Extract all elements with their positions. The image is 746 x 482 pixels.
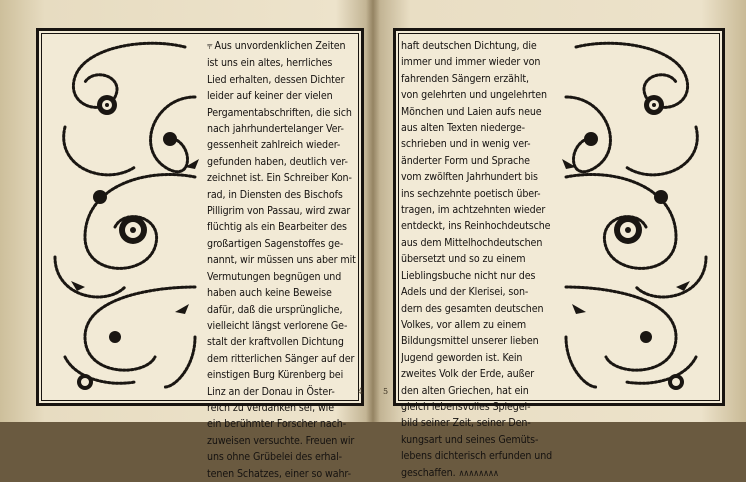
text-line: vielleicht längst verlorene Ge- bbox=[207, 319, 348, 332]
text-line: nannt, wir müssen uns aber mit bbox=[207, 254, 356, 267]
text-line: aus dem Mittelhochdeutschen bbox=[401, 236, 543, 249]
text-line: ins sechzehnte poetisch über- bbox=[401, 187, 541, 200]
text-line: lebens dichterisch erfunden und bbox=[401, 450, 553, 463]
text-line: bild seiner Zeit, seiner Den- bbox=[401, 417, 531, 430]
text-line: tragen, im achtzehnten wieder bbox=[401, 204, 546, 217]
text-line: zuweisen versuchte. Freuen wir bbox=[207, 434, 355, 447]
left-ornament-illustration bbox=[45, 37, 205, 397]
text-line: von gelehrten und ungelehrten bbox=[401, 89, 547, 102]
text-line: aus alten Texten niederge- bbox=[401, 122, 525, 135]
text-line: reich zu verdanken sei, wie bbox=[207, 401, 334, 414]
text-line: kungsart und seines Gemüts- bbox=[401, 433, 539, 446]
text-line: leider auf keiner der vielen bbox=[207, 90, 333, 103]
text-line: ein berühmter Forscher nach- bbox=[207, 418, 347, 431]
text-line: Lied erhalten, dessen Dichter bbox=[207, 73, 345, 86]
text-line: rad, in Diensten des Bischofs bbox=[207, 188, 343, 201]
text-line: vom zwölften Jahrhundert bis bbox=[401, 171, 538, 184]
text-line: Pergamentabschriften, die sich bbox=[207, 106, 352, 119]
text-line: zweites Volk der Erde, außer bbox=[401, 368, 535, 381]
left-page-text bbox=[207, 38, 357, 482]
text-line: haben auch keine Beweise bbox=[207, 287, 332, 300]
page-number-right: 5 bbox=[383, 387, 389, 396]
text-line: Adels und der Klerisei, son- bbox=[401, 286, 529, 299]
text-line: geschaffen. bbox=[401, 466, 456, 479]
text-line: gessenheit zahlreich wieder- bbox=[207, 139, 341, 152]
text-line: gleich lebensvolles Spiegel- bbox=[401, 400, 531, 413]
text-line: haft deutschen Dichtung, die bbox=[401, 40, 537, 52]
right-page bbox=[373, 8, 746, 479]
text-line: änderter Form und Sprache bbox=[401, 154, 530, 167]
text-line: gefunden haben, deutlich ver- bbox=[207, 155, 348, 168]
chapter-marker-icon: ⫧ bbox=[207, 41, 213, 52]
text-line: immer und immer wieder von bbox=[401, 56, 541, 69]
text-line: flüchtig als ein Bearbeiter des bbox=[207, 221, 347, 234]
right-page-frame bbox=[393, 28, 725, 479]
text-line: Volkes, vor allem zu einem bbox=[401, 318, 527, 331]
left-page-frame bbox=[36, 28, 364, 480]
text-line: Mönchen und Laien aufs neue bbox=[401, 105, 542, 118]
text-line: großartigen Sagenstoffes ge- bbox=[207, 237, 344, 250]
text-line: dern des gesamten deutschen bbox=[401, 302, 544, 315]
text-line: übersetzt und so zu einem bbox=[401, 253, 526, 266]
text-line: stalt der kraftvollen Dichtung bbox=[207, 336, 344, 349]
text-line: entdeckt, ins Reinhochdeutsche bbox=[401, 220, 551, 233]
text-line: einstigen Burg Kürenberg bei bbox=[207, 369, 344, 382]
text-line: nach jahrhundertelanger Ver- bbox=[207, 123, 344, 136]
text-line: tenen Schatzes, einer so wahr- bbox=[207, 467, 351, 480]
text-line: ist uns ein altes, herrliches bbox=[207, 57, 333, 70]
text-line: Linz an der Donau in Öster- bbox=[207, 385, 335, 398]
text-line: uns ohne Grübelei des erhal- bbox=[207, 451, 343, 464]
text-line: dem ritterlichen Sänger auf der bbox=[207, 352, 355, 365]
right-ornament-illustration bbox=[556, 37, 716, 397]
text-line: dafür, daß die ursprüngliche, bbox=[207, 303, 343, 316]
text-line: zeichnet ist. Ein Schreiber Kon- bbox=[207, 172, 352, 185]
page-number-left: 4 bbox=[358, 387, 364, 396]
left-page bbox=[0, 8, 373, 480]
text-line: Lieblingsbuche nicht nur des bbox=[401, 269, 536, 282]
vine-ornament-left bbox=[45, 37, 205, 395]
text-line: Pilligrim von Passau, wird zwar bbox=[207, 205, 351, 218]
zigzag-ornament-icon: ∧∧∧∧∧∧∧∧ bbox=[458, 468, 498, 479]
text-line: Aus unvordenklichen Zeiten bbox=[214, 40, 346, 52]
text-line: schrieben und in wenig ver- bbox=[401, 138, 531, 151]
right-page-text bbox=[401, 38, 554, 482]
vine-ornament-right bbox=[556, 37, 716, 395]
text-line: fahrenden Sängern erzählt, bbox=[401, 72, 529, 85]
text-line: Jugend geworden ist. Kein bbox=[401, 351, 523, 364]
text-line: Bildungsmittel unserer lieben bbox=[401, 335, 539, 348]
text-line: den alten Griechen, hat ein bbox=[401, 384, 529, 397]
text-line: Vermutungen begnügen und bbox=[207, 270, 342, 283]
